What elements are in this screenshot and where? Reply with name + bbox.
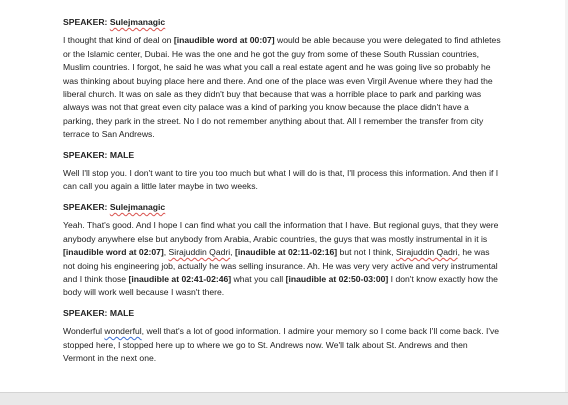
speaker-label: SPEAKER: — [63, 201, 108, 212]
speaker-heading — [63, 307, 501, 320]
person-name: Sirajuddin Qadri — [395, 247, 458, 258]
paragraph-text: , well that's a lot of good information. I admire your memory so I come back I'll come back. I've stopped here, I stopped here up to where we go to St. Andrews now. We'll talk about St. Andrews and then Vermont in the next one. — [63, 326, 500, 363]
paragraph-text: what you call — [231, 273, 286, 284]
status-bar — [0, 392, 568, 405]
inaudible-marker: [inaudible word at 00:07] — [173, 35, 275, 46]
paragraph-text: I don't know exactly how the body will work well because I wasn't there. — [63, 273, 498, 298]
paragraph-text: , he was not doing his engineering job, actually he was selling insurance. Ah. He was very very active and very instrumental and I think those — [63, 247, 498, 284]
transcript-paragraph — [63, 167, 501, 194]
person-name: Sirajuddin Qadri — [168, 247, 231, 258]
speaker-name: Sulejmanagic — [109, 17, 166, 27]
speaker-heading — [63, 149, 501, 162]
speaker-label: SPEAKER: — [63, 307, 108, 318]
speaker-label: SPEAKER: — [63, 17, 108, 27]
speaker-heading — [63, 201, 501, 214]
transcript-paragraph — [63, 219, 501, 299]
inaudible-marker: [inaudible at 02:41-02:46] — [128, 273, 232, 284]
paragraph-text: would be able because you were delegated to find athletes or the Islamic center, Dubai. He was the one and he got the guy from some of these South Russian countries, Muslim countries. I forgot, he said he was what you call a real estate agent and he was going live so probably he was thinking about buying place here and there. And one of the place was even Virgil Avenue where they had the liberal church. It was on sale as they didn't buy that because that was a horrible place to park and parking was always was not that great even city palace was a kind of parking you know because the place didn't have a parking, they park in the street. No I do not remember anything about that. All I remember the transfer from city terrace to San Andrews. — [63, 35, 501, 140]
inaudible-marker: [inaudible word at 02:07] — [63, 247, 164, 258]
paragraph-text: Wonderful — [63, 326, 105, 337]
transcript-paragraph — [63, 325, 501, 365]
transcript-paragraph — [63, 34, 501, 141]
document-body[interactable] — [63, 16, 501, 372]
paragraph-text: Well I'll stop you. I don't want to tire you too much but what I will do is that, I'll process this information. And then if I can call you again a little later maybe in two weeks. — [63, 168, 499, 192]
paragraph-text: , — [230, 247, 235, 258]
paragraph-text: , — [163, 247, 169, 258]
speaker-label: SPEAKER: — [63, 149, 108, 160]
inaudible-marker: [inaudible at 02:11-02:16] — [234, 247, 338, 258]
paragraph-text: but not I think, — [337, 247, 396, 258]
paragraph-text: Yeah. That's good. And I hope I can find what you call the information that I have. But regional guys, that they were anybody anywhere else but anybody from Arabia, Arabic countries, the guys that was mostly instrumental in it is — [63, 220, 499, 244]
speaker-name: Sulejmanagic — [109, 201, 166, 212]
inaudible-marker: [inaudible at 02:50-03:00] — [285, 273, 389, 284]
speaker-name: MALE — [109, 149, 135, 160]
paragraph-text: I thought that kind of deal on — [63, 35, 174, 46]
grammar-flagged-word: wonderful — [104, 326, 142, 337]
speaker-heading — [63, 16, 501, 29]
speaker-name: MALE — [109, 307, 135, 318]
